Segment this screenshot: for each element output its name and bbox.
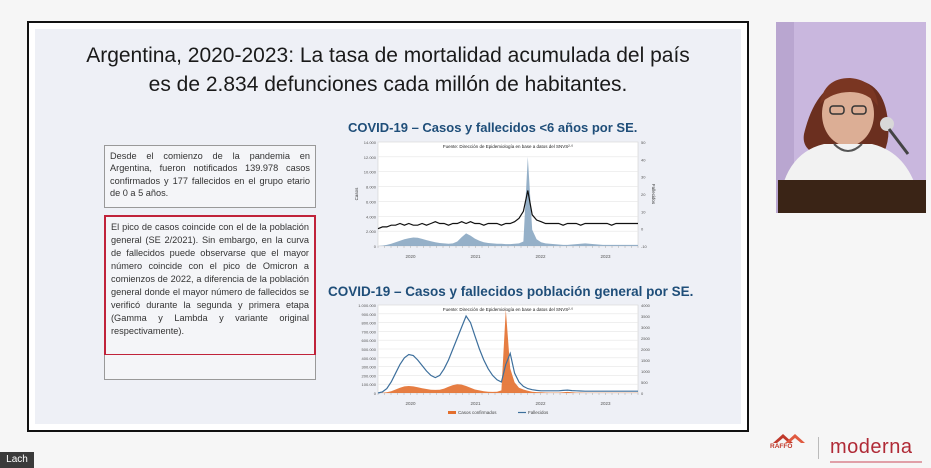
y2-tick-label: 4000 (641, 303, 650, 308)
y-tick-label: 600.000 (361, 338, 376, 344)
y2-tick-label: 1500 (641, 358, 650, 363)
y-tick-label: 8.000 (365, 184, 376, 190)
x-year-label: 2022 (535, 401, 546, 406)
info-box-empty (104, 355, 316, 380)
x-year-label: 2020 (405, 401, 416, 406)
chart-2-title: COVID-19 – Casos y fallecidos población general por SE. (328, 284, 694, 299)
x-year-label: 2023 (600, 401, 611, 406)
legend-swatch (448, 411, 456, 414)
y2-axis-label: Fallecidos (651, 183, 656, 205)
legend-label: Fallecidos (528, 410, 549, 415)
plot-area (378, 142, 638, 246)
y-tick-label: 0 (373, 391, 376, 396)
y-tick-label: 0 (373, 244, 376, 249)
y-tick-label: 900.000 (361, 311, 376, 317)
chart-general-population (326, 301, 666, 423)
y-tick-label: 2.000 (365, 229, 376, 235)
y-tick-label: 300.000 (361, 364, 376, 370)
y-axis-label: Casos (354, 187, 359, 201)
y-tick-label: 700.000 (361, 329, 376, 335)
x-year-label: 2023 (600, 254, 611, 259)
y-tick-label: 800.000 (361, 320, 376, 326)
participant-name-tag: Lach (0, 452, 34, 468)
y2-tick-label: 40 (641, 157, 646, 163)
y2-tick-label: -10 (641, 244, 647, 249)
y2-tick-label: 0 (641, 391, 644, 396)
y-tick-label: 200.000 (361, 373, 376, 379)
slide-title-line-2: es de 2.834 defunciones cada millón de habitantes. (148, 73, 628, 96)
y-tick-label: 4.000 (365, 214, 376, 220)
logo-separator (818, 437, 819, 459)
y2-tick-label: 3000 (641, 325, 650, 330)
y2-tick-label: 1000 (641, 369, 650, 374)
chart-source-note: Fuente: Dirección de Epidemiología en base a datos del SNVS²·⁰ (442, 144, 574, 149)
y2-tick-label: 2000 (641, 347, 650, 352)
raffo-logo-text: RAFFO (770, 443, 793, 450)
x-year-label: 2020 (405, 254, 416, 259)
legend-label: Casos confirmados (458, 410, 497, 415)
slide-title-line-1: Argentina, 2020-2023: La tasa de mortalidad acumulada del país (86, 44, 690, 67)
y2-tick-label: 3500 (641, 314, 650, 319)
y-tick-label: 12.000 (363, 154, 376, 160)
slide-title (35, 41, 741, 99)
y-tick-label: 1.000.000 (358, 303, 376, 308)
info-box-highlight: El pico de casos coincide con el de la población general (SE 2/2021). Sin embargo, en la curva de fallecidos puede observarse que el mayor número coincide con el pico de Omicron a comienzos de 2022, a diferencia de la población general donde el mayor número de fallecidos se verificó durante la segunda y primera etapa (Gamma y Lambda y variante original respectivamente). (104, 215, 316, 356)
chart-1-title: COVID-19 – Casos y fallecidos <6 años por SE. (348, 120, 638, 135)
y2-tick-label: 500 (641, 380, 648, 385)
presenter-video (776, 22, 926, 213)
moderna-logo: moderna (830, 436, 913, 458)
moderna-logo-underline (830, 461, 922, 463)
y2-tick-label: 0 (641, 226, 644, 232)
y2-tick-label: 10 (641, 209, 646, 215)
y2-tick-label: 2500 (641, 336, 650, 341)
y-tick-label: 10.000 (363, 169, 376, 175)
y-tick-label: 14.000 (363, 140, 376, 145)
presentation-slide-frame (27, 21, 749, 432)
y-tick-label: 400.000 (361, 355, 376, 361)
y-tick-label: 6.000 (365, 199, 376, 205)
x-year-label: 2021 (470, 254, 481, 259)
x-year-label: 2022 (535, 254, 546, 259)
chart-source-note: Fuente: Dirección de Epidemiología en base a datos del SNVS²·⁰ (442, 307, 574, 312)
y2-tick-label: 20 (641, 192, 646, 197)
presenter-portrait-icon (776, 22, 926, 213)
y2-tick-label: 50 (641, 140, 646, 145)
x-year-label: 2021 (470, 401, 481, 406)
slide-canvas (35, 29, 741, 424)
info-box-summary: Desde el comienzo de la pandemia en Argentina, fueron notificados 139.978 casos confirmados y 177 fallecidos en el grupo etario de 0 a 5 años. (104, 145, 316, 208)
y-tick-label: 500.000 (361, 347, 376, 352)
y-tick-label: 100.000 (361, 382, 376, 388)
chart-under6 (326, 138, 666, 263)
y2-tick-label: 30 (641, 174, 646, 180)
